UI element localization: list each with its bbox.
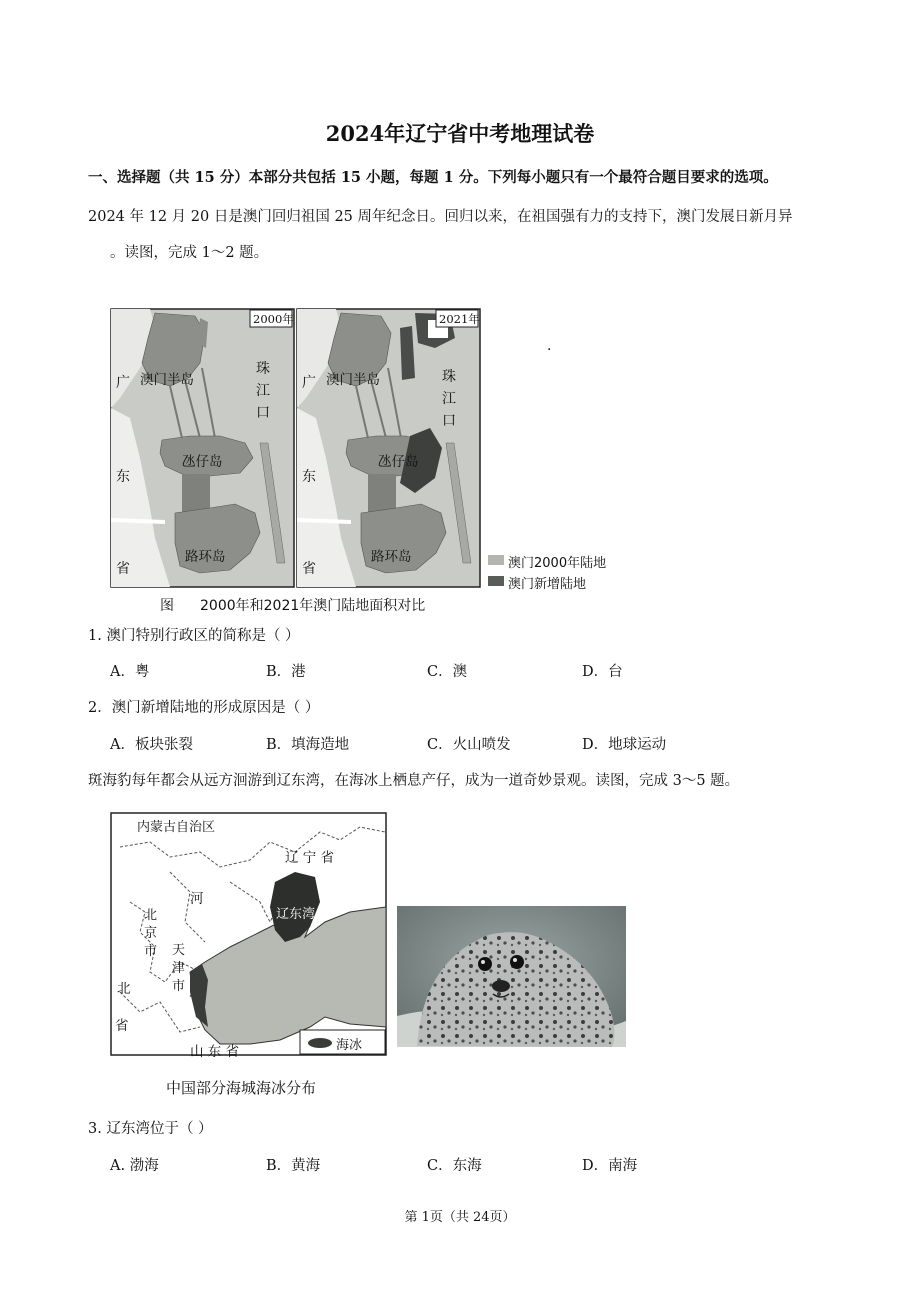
label-guang: 广 — [116, 375, 130, 391]
panel-year-2021: 2021年 — [439, 312, 480, 326]
seal-photo-svg — [397, 906, 626, 1047]
sea-ice-map-figure — [110, 812, 390, 1102]
label-he: 河 — [190, 891, 204, 907]
label-guang-2021: 广 — [302, 375, 316, 391]
sea-ice-legend-swatch — [308, 1038, 332, 1048]
label-kou: 口 — [256, 405, 270, 421]
q3-option-d: D．南海 — [582, 1158, 638, 1174]
question-1-stem: 1. 澳门特别行政区的简称是（ ） — [88, 628, 300, 644]
spotted-seal-photo — [397, 906, 626, 1047]
label-coloane: 路环岛 — [185, 549, 226, 565]
q1-option-c: C．澳 — [427, 664, 468, 680]
label-beijing-1: 北 — [144, 908, 158, 923]
q2-option-a: A．板块张裂 — [110, 737, 193, 753]
label-tianjin-1: 天 — [172, 943, 186, 958]
legend-swatch-new-land — [488, 576, 504, 586]
label-beijing-2: 京 — [144, 926, 158, 941]
legend-2000-land: 澳门2000年陆地 — [508, 556, 607, 571]
intro-paragraph-line-1: 2024 年 12 月 20 日是澳门回归祖国 25 周年纪念日。回归以来，在祖国强有力的支持下，澳门发展日新月异 — [88, 209, 793, 225]
label-jiang: 江 — [256, 383, 270, 399]
label-macao-peninsula: 澳门半岛 — [140, 372, 194, 388]
label-beijing — [144, 907, 158, 961]
page-title: 2024年辽宁省中考地理试卷 — [325, 121, 595, 146]
label-shandong: 山 东 省 — [190, 1044, 240, 1060]
intro-paragraph-2: 斑海豹每年都会从远方洄游到辽东湾，在海冰上栖息产仔，成为一道奇妙景观。读图，完成 3～5 题。 — [88, 773, 740, 789]
page-footer: 第 1页（共 24页） — [404, 1210, 516, 1225]
label-kou-2021: 口 — [442, 413, 456, 429]
label-tianjin-3: 市 — [172, 979, 186, 994]
label-beijing-3: 市 — [144, 944, 158, 959]
figure1-caption-prefix: 图 — [160, 598, 174, 614]
label-liaodong-bay: 辽东湾 — [276, 907, 316, 922]
q2-option-b: B．填海造地 — [266, 737, 350, 753]
panel-year-2000: 2000年 — [253, 312, 294, 326]
q1-option-d: D．台 — [582, 664, 623, 680]
label-sheng: 省 — [116, 561, 130, 577]
label-inner-mongolia: 内蒙古自治区 — [137, 820, 216, 835]
label-zhu: 珠 — [256, 361, 270, 377]
macao-land-comparison-figure — [110, 308, 620, 613]
label-dong: 东 — [116, 469, 130, 485]
legend-new-land: 澳门新增陆地 — [508, 577, 587, 592]
q1-option-b: B．港 — [266, 664, 306, 680]
label-tianjin-2: 津 — [172, 961, 186, 976]
q2-option-d: D．地球运动 — [582, 737, 667, 753]
label-tianjin — [172, 942, 186, 996]
label-dong-2021: 东 — [302, 469, 316, 485]
intro-paragraph-line-2: 。读图，完成 1～2 题。 — [110, 245, 269, 261]
label-coloane-2021: 路环岛 — [371, 549, 412, 565]
q1-option-a: A．粤 — [110, 664, 150, 680]
q3-option-a: A. 渤海 — [110, 1158, 159, 1174]
legend-sea-ice: 海冰 — [336, 1038, 363, 1053]
label-bei: 北 — [117, 981, 131, 997]
q3-option-b: B．黄海 — [266, 1158, 321, 1174]
figure1-caption: 2000年和2021年澳门陆地面积对比 — [200, 598, 426, 614]
label-jiang-2021: 江 — [442, 391, 456, 407]
label-macao-peninsula-2021: 澳门半岛 — [326, 372, 380, 388]
figure2-caption: 中国部分海城海冰分布 — [166, 1079, 317, 1097]
stray-dot: . — [547, 338, 552, 354]
q2-option-c: C．火山喷发 — [427, 737, 511, 753]
label-sheng-2021: 省 — [302, 561, 316, 577]
label-taipa-2021: 氹仔岛 — [378, 454, 419, 470]
question-2-stem: 2．澳门新增陆地的形成原因是（ ） — [88, 700, 320, 716]
q3-option-c: C．东海 — [427, 1158, 482, 1174]
section-heading: 一、选择题（共 15 分）本部分共包括 15 小题，每题 1 分。下列每小题只有一个最符合题目要求的选项。 — [88, 169, 778, 186]
question-3-stem: 3. 辽东湾位于（ ） — [88, 1121, 213, 1137]
label-sheng: 省 — [115, 1018, 129, 1034]
label-zhu-2021: 珠 — [442, 369, 456, 385]
label-liaoning: 辽 宁 省 — [285, 850, 335, 866]
label-taipa: 氹仔岛 — [182, 454, 223, 470]
legend-swatch-2000-land — [488, 555, 504, 565]
